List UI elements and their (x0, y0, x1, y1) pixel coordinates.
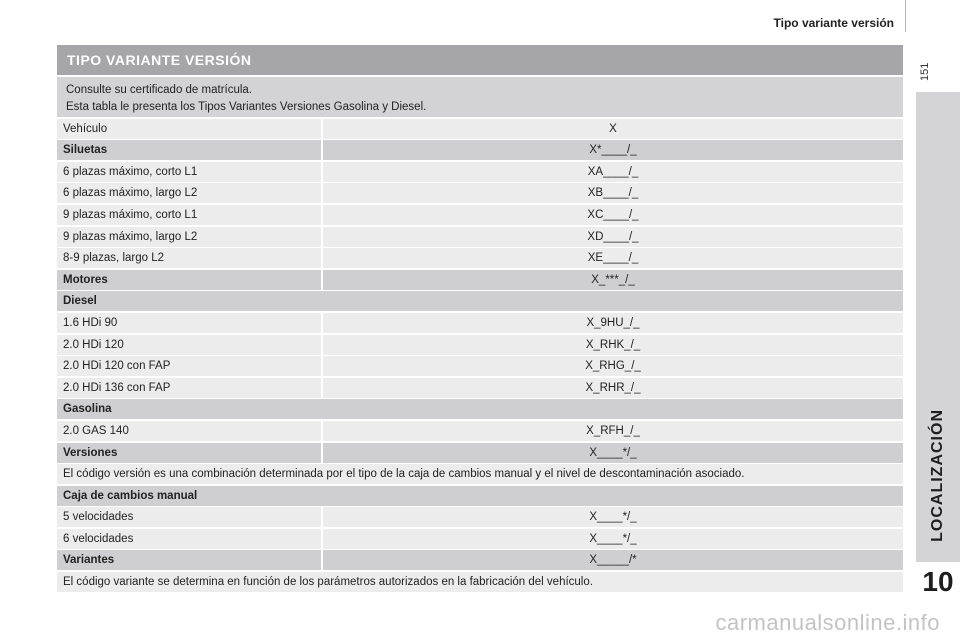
table-row (57, 507, 903, 527)
table-row (57, 356, 903, 376)
table-row (57, 162, 903, 182)
table-section-row (57, 443, 903, 463)
row-label: Versiones (57, 443, 321, 463)
table-row (57, 119, 903, 139)
row-value: XB____/_ (323, 183, 903, 203)
version-type-table (57, 45, 903, 592)
row-label: 2.0 HDi 136 con FAP (57, 378, 321, 398)
table-row (57, 421, 903, 441)
row-value: X_RHR_/_ (323, 378, 903, 398)
table-note-row (57, 464, 903, 484)
table-row (57, 313, 903, 333)
table-section-row (57, 550, 903, 570)
row-value: X____*/_ (323, 443, 903, 463)
table-title: TIPO VARIANTE VERSIÓN (57, 45, 903, 75)
row-note: El código versión es una combinación determinada por el tipo de la caja de cambios manual y el nivel de descontaminación asociado. (57, 464, 903, 484)
chapter-number: 10 (922, 566, 954, 597)
row-value: X*____/_ (323, 140, 903, 160)
row-value: X____*/_ (323, 507, 903, 527)
row-label: Vehículo (57, 119, 321, 139)
table-row (57, 183, 903, 203)
row-label: 1.6 HDi 90 (57, 313, 321, 333)
row-label: 9 plazas máximo, largo L2 (57, 227, 321, 247)
row-value: XC____/_ (323, 205, 903, 225)
page-header-title: Tipo variante versión (773, 16, 894, 30)
chapter-side-tab (916, 92, 960, 562)
row-label: 6 plazas máximo, corto L1 (57, 162, 321, 182)
table-note-row (57, 572, 903, 592)
row-value: X_RHG_/_ (323, 356, 903, 376)
table-row (57, 205, 903, 225)
table-subsection-row (57, 486, 903, 506)
page-number: 151 (919, 62, 931, 81)
row-label: 8-9 plazas, largo L2 (57, 248, 321, 268)
row-label: Caja de cambios manual (57, 486, 903, 506)
row-label: 5 velocidades (57, 507, 321, 527)
row-value: X_RFH_/_ (323, 421, 903, 441)
chapter-label: LOCALIZACIÓN (929, 409, 946, 542)
row-note: El código variante se determina en función de los parámetros autorizados en la fabricación del vehículo. (57, 572, 903, 592)
row-value: X_____/* (323, 550, 903, 570)
row-label: 2.0 HDi 120 (57, 335, 321, 355)
row-value: X_RHK_/_ (323, 335, 903, 355)
row-label: 2.0 HDi 120 con FAP (57, 356, 321, 376)
table-section-row (57, 140, 903, 160)
intro-line-2: Esta tabla le presenta los Tipos Variantes Versiones Gasolina y Diesel. (66, 101, 427, 113)
table-row (57, 248, 903, 268)
table-subsection-row (57, 399, 903, 419)
row-label: Diesel (57, 291, 903, 311)
table-row (57, 227, 903, 247)
row-label: 6 velocidades (57, 529, 321, 549)
header-divider (905, 0, 906, 32)
row-label: 9 plazas máximo, corto L1 (57, 205, 321, 225)
row-label: Siluetas (57, 140, 321, 160)
table-section-row (57, 270, 903, 290)
row-value: X_9HU_/_ (323, 313, 903, 333)
row-value: X____*/_ (323, 529, 903, 549)
table-row (57, 529, 903, 549)
row-value: XA____/_ (323, 162, 903, 182)
table-row (57, 335, 903, 355)
table-intro (57, 77, 903, 117)
row-label: Motores (57, 270, 321, 290)
watermark: carmanualsonline.info (715, 610, 940, 635)
intro-line-1: Consulte su certificado de matrícula. (66, 84, 253, 96)
row-value: XD____/_ (323, 227, 903, 247)
row-label: 2.0 GAS 140 (57, 421, 321, 441)
table-subsection-row (57, 291, 903, 311)
row-value: X_***_/_ (323, 270, 903, 290)
row-label: Gasolina (57, 399, 903, 419)
row-label: 6 plazas máximo, largo L2 (57, 183, 321, 203)
row-value: XE____/_ (323, 248, 903, 268)
table-row (57, 378, 903, 398)
row-label: Variantes (57, 550, 321, 570)
row-value: X (323, 119, 903, 139)
